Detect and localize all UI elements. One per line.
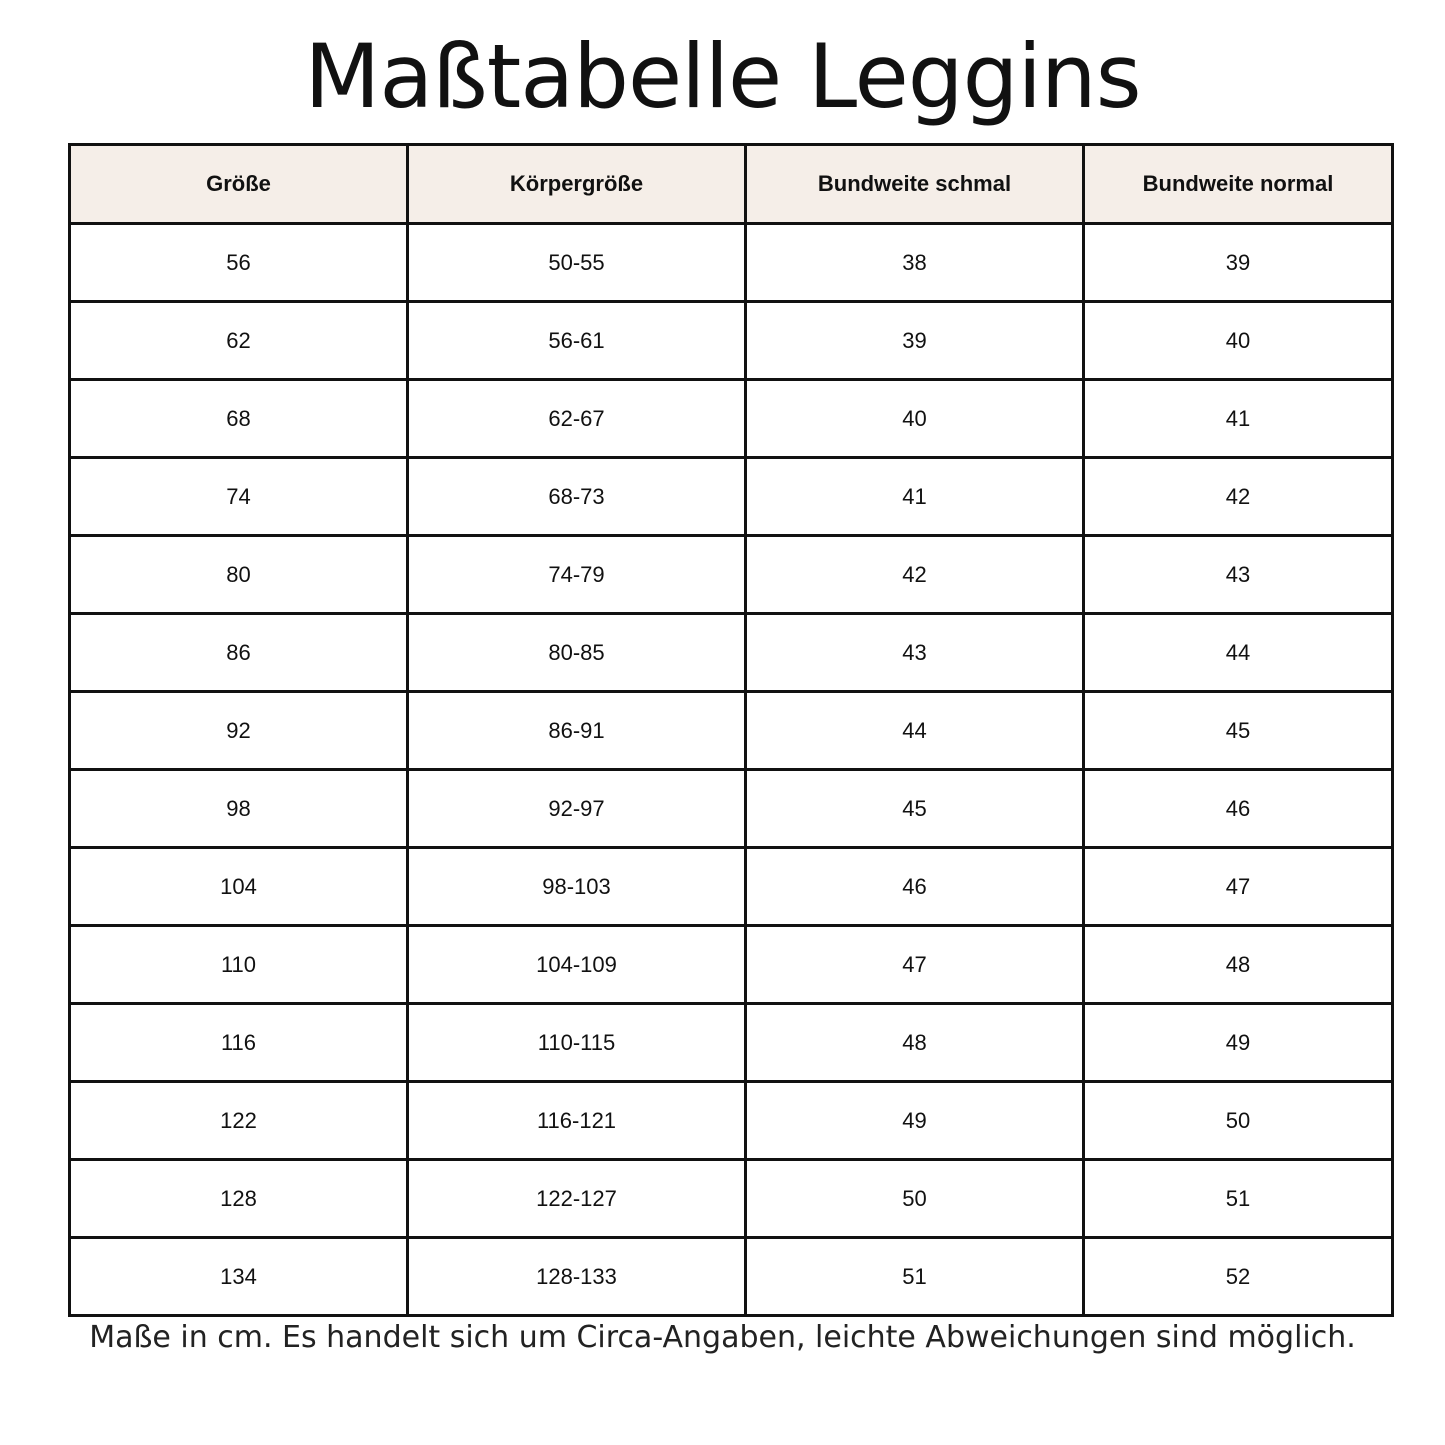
table-row — [70, 380, 1393, 458]
cell-groesse: 134 — [70, 1238, 408, 1316]
cell-bundweite-schmal: 49 — [746, 1082, 1084, 1160]
cell-groesse: 86 — [70, 614, 408, 692]
cell-koerpergroesse: 86-91 — [408, 692, 746, 770]
cell-koerpergroesse: 122-127 — [408, 1160, 746, 1238]
cell-groesse: 122 — [70, 1082, 408, 1160]
cell-koerpergroesse: 56-61 — [408, 302, 746, 380]
header-cell-koerpergroesse: Körpergröße — [408, 145, 746, 224]
cell-bundweite-normal: 52 — [1084, 1238, 1393, 1316]
cell-koerpergroesse: 50-55 — [408, 224, 746, 302]
cell-bundweite-schmal: 39 — [746, 302, 1084, 380]
cell-bundweite-normal: 50 — [1084, 1082, 1393, 1160]
cell-groesse: 92 — [70, 692, 408, 770]
table-header — [70, 145, 1393, 224]
cell-bundweite-schmal: 40 — [746, 380, 1084, 458]
cell-bundweite-schmal: 42 — [746, 536, 1084, 614]
table-row — [70, 614, 1393, 692]
cell-bundweite-schmal: 51 — [746, 1238, 1084, 1316]
cell-koerpergroesse: 110-115 — [408, 1004, 746, 1082]
cell-koerpergroesse: 104-109 — [408, 926, 746, 1004]
cell-bundweite-schmal: 38 — [746, 224, 1084, 302]
cell-groesse: 104 — [70, 848, 408, 926]
table-row — [70, 224, 1393, 302]
cell-bundweite-schmal: 50 — [746, 1160, 1084, 1238]
header-row — [70, 145, 1393, 224]
cell-bundweite-normal: 49 — [1084, 1004, 1393, 1082]
table-row — [70, 1160, 1393, 1238]
cell-bundweite-normal: 43 — [1084, 536, 1393, 614]
cell-bundweite-schmal: 45 — [746, 770, 1084, 848]
table-body — [70, 224, 1393, 1316]
cell-koerpergroesse: 98-103 — [408, 848, 746, 926]
cell-koerpergroesse: 128-133 — [408, 1238, 746, 1316]
cell-koerpergroesse: 68-73 — [408, 458, 746, 536]
table-row — [70, 1238, 1393, 1316]
cell-bundweite-normal: 46 — [1084, 770, 1393, 848]
cell-koerpergroesse: 74-79 — [408, 536, 746, 614]
cell-groesse: 98 — [70, 770, 408, 848]
header-cell-groesse: Größe — [70, 145, 408, 224]
header-cell-bundweite-normal: Bundweite normal — [1084, 145, 1393, 224]
footnote: Maße in cm. Es handelt sich um Circa-Angaben, leichte Abweichungen sind möglich. — [89, 1320, 1356, 1355]
table-row — [70, 770, 1393, 848]
cell-bundweite-normal: 44 — [1084, 614, 1393, 692]
cell-bundweite-normal: 40 — [1084, 302, 1393, 380]
cell-bundweite-normal: 47 — [1084, 848, 1393, 926]
cell-bundweite-normal: 48 — [1084, 926, 1393, 1004]
cell-koerpergroesse: 116-121 — [408, 1082, 746, 1160]
cell-groesse: 80 — [70, 536, 408, 614]
cell-bundweite-schmal: 48 — [746, 1004, 1084, 1082]
cell-bundweite-schmal: 43 — [746, 614, 1084, 692]
cell-bundweite-normal: 39 — [1084, 224, 1393, 302]
cell-bundweite-normal: 42 — [1084, 458, 1393, 536]
table-row — [70, 458, 1393, 536]
table-row — [70, 1004, 1393, 1082]
cell-groesse: 56 — [70, 224, 408, 302]
cell-groesse: 74 — [70, 458, 408, 536]
table-row — [70, 302, 1393, 380]
cell-bundweite-normal: 51 — [1084, 1160, 1393, 1238]
table-row — [70, 926, 1393, 1004]
cell-bundweite-schmal: 47 — [746, 926, 1084, 1004]
cell-groesse: 116 — [70, 1004, 408, 1082]
table-row — [70, 1082, 1393, 1160]
cell-koerpergroesse: 92-97 — [408, 770, 746, 848]
page-title: Maßtabelle Leggins — [304, 25, 1141, 128]
size-table — [68, 143, 1394, 1317]
cell-bundweite-normal: 45 — [1084, 692, 1393, 770]
cell-koerpergroesse: 80-85 — [408, 614, 746, 692]
cell-bundweite-schmal: 41 — [746, 458, 1084, 536]
header-cell-bundweite-schmal: Bundweite schmal — [746, 145, 1084, 224]
cell-bundweite-schmal: 46 — [746, 848, 1084, 926]
cell-groesse: 110 — [70, 926, 408, 1004]
cell-groesse: 62 — [70, 302, 408, 380]
table-row — [70, 848, 1393, 926]
cell-bundweite-schmal: 44 — [746, 692, 1084, 770]
cell-bundweite-normal: 41 — [1084, 380, 1393, 458]
table-row — [70, 692, 1393, 770]
cell-groesse: 128 — [70, 1160, 408, 1238]
table-row — [70, 536, 1393, 614]
cell-groesse: 68 — [70, 380, 408, 458]
cell-koerpergroesse: 62-67 — [408, 380, 746, 458]
